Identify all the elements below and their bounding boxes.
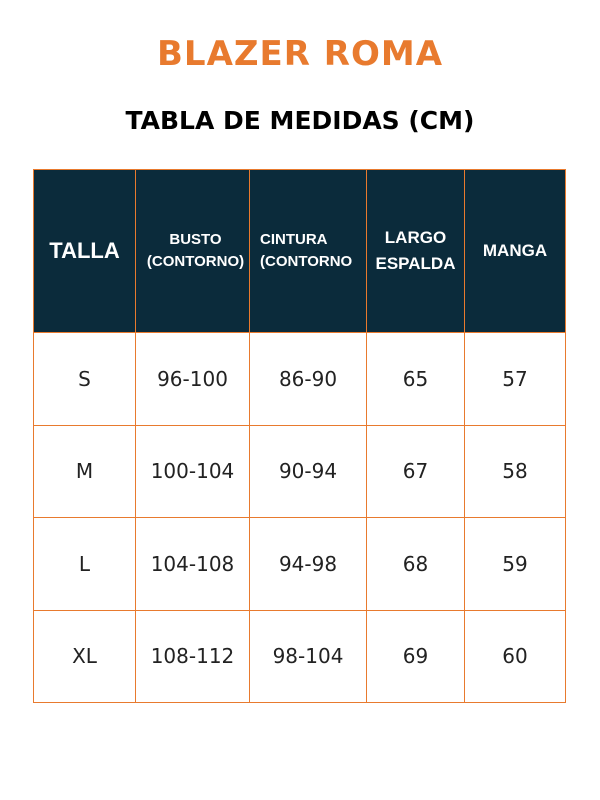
row-busto: 100-104 xyxy=(136,425,250,518)
page-subtitle: TABLA DE MEDIDAS (CM) xyxy=(125,106,475,135)
table-row xyxy=(34,518,566,611)
table-row xyxy=(34,333,566,426)
row-manga: 59 xyxy=(465,518,566,611)
row-largo: 65 xyxy=(367,333,465,426)
row-manga: 60 xyxy=(465,610,566,703)
page-title: BLAZER ROMA xyxy=(156,34,444,74)
row-busto: 108-112 xyxy=(136,610,250,703)
row-largo: 68 xyxy=(367,518,465,611)
row-largo: 67 xyxy=(367,425,465,518)
header-manga: MANGA xyxy=(465,170,566,333)
header-largo-espalda xyxy=(367,170,465,333)
row-size: S xyxy=(34,333,136,426)
header-busto-label: BUSTO (CONTORNO) xyxy=(146,231,245,270)
header-cintura xyxy=(250,170,367,333)
row-manga: 58 xyxy=(465,425,566,518)
row-cintura: 98-104 xyxy=(250,610,367,703)
table-row xyxy=(34,425,566,518)
row-busto: 104-108 xyxy=(136,518,250,611)
row-size: XL xyxy=(34,610,136,703)
header-cintura-label: CINTURA (CONTORNO xyxy=(260,231,353,270)
header-talla: TALLA xyxy=(34,170,136,333)
row-size: M xyxy=(34,425,136,518)
row-cintura: 86-90 xyxy=(250,333,367,426)
row-largo: 69 xyxy=(367,610,465,703)
row-cintura: 90-94 xyxy=(250,425,367,518)
table-header-row xyxy=(34,170,566,333)
row-busto: 96-100 xyxy=(136,333,250,426)
size-chart-table xyxy=(33,169,566,703)
header-largo-label: LARGO ESPALDA xyxy=(375,228,456,273)
row-size: L xyxy=(34,518,136,611)
header-busto xyxy=(136,170,250,333)
table-row xyxy=(34,610,566,703)
row-cintura: 94-98 xyxy=(250,518,367,611)
row-manga: 57 xyxy=(465,333,566,426)
